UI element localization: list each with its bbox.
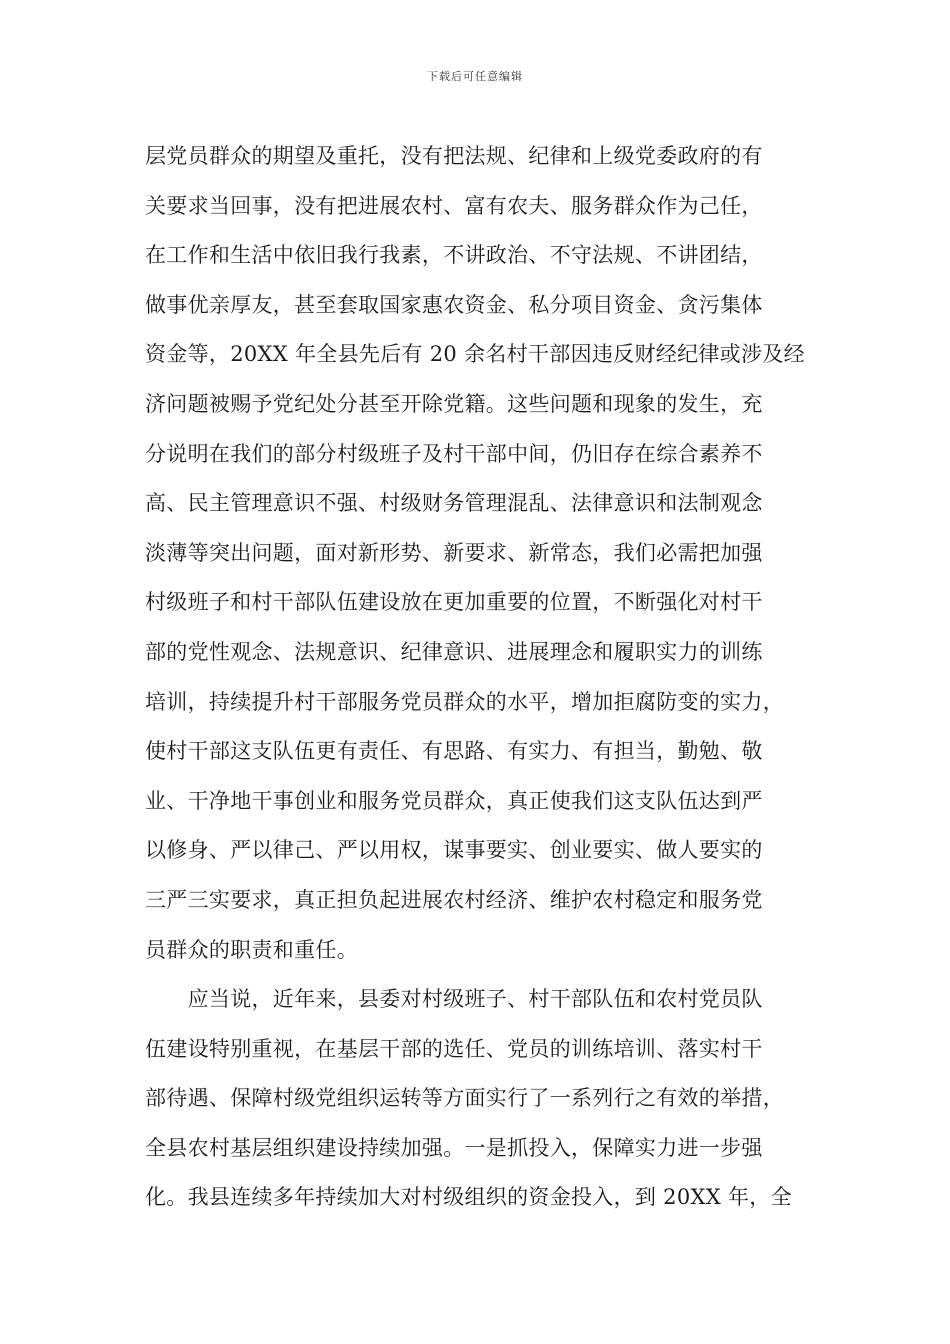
page-header: 下载后可任意编辑 bbox=[427, 70, 523, 83]
text-line: 村级班子和村干部队伍建设放在更加重要的位置，不断强化对村干 bbox=[145, 590, 763, 615]
text-line: 部待遇、保障村级党组织运转等方面实行了一系列行之有效的举措， bbox=[145, 1086, 784, 1111]
text-line: 应当说，近年来，县委对村级班子、村干部队伍和农村党员队 bbox=[145, 987, 763, 1012]
text-line: 培训，持续提升村干部服务党员群众的水平，增加拒腐防变的实力， bbox=[145, 689, 784, 714]
text-line: 济问题被赐予党纪处分甚至开除党籍。这些问题和现象的发生，充 bbox=[145, 391, 763, 416]
text-line: 部的党性观念、法规意识、纪律意识、进展理念和履职实力的训练 bbox=[145, 639, 763, 664]
text-line: 使村干部这支队伍更有责任、有思路、有实力、有担当，勤勉、敬 bbox=[145, 739, 763, 764]
text-line: 高、民主管理意识不强、村级财务管理混乱、法律意识和法制观念 bbox=[145, 491, 763, 516]
text-line: 业、干净地干事创业和服务党员群众，真正使我们这支队伍达到严 bbox=[145, 788, 763, 813]
text-line: 淡薄等突出问题，面对新形势、新要求、新常态，我们必需把加强 bbox=[145, 540, 763, 565]
text-line: 分说明在我们的部分村级班子及村干部中间，仍旧存在综合素养不 bbox=[145, 441, 763, 466]
text-line: 员群众的职责和重任。 bbox=[145, 937, 358, 962]
text-line: 以修身、严以律己、严以用权，谋事要实、创业要实、做人要实的 bbox=[145, 838, 763, 863]
text-line: 在工作和生活中依旧我行我素，不讲政治、不守法规、不讲团结， bbox=[145, 243, 763, 268]
paragraph bbox=[145, 132, 825, 975]
text-line: 层党员群众的期望及重托，没有把法规、纪律和上级党委政府的有 bbox=[145, 144, 763, 168]
document-body bbox=[145, 132, 825, 1223]
text-line: 化。我县连续多年持续加大对村级组织的资金投入，到 20XX 年，全 bbox=[145, 1185, 792, 1210]
text-line: 关要求当回事，没有把进展农村、富有农夫、服务群众作为己任， bbox=[145, 193, 763, 218]
text-line: 伍建设特别重视，在基层干部的选任、党员的训练培训、落实村干 bbox=[145, 1036, 763, 1061]
text-line: 全县农村基层组织建设持续加强。一是抓投入，保障实力进一步强 bbox=[145, 1135, 763, 1160]
text-line: 资金等，20XX 年全县先后有 20 余名村干部因违反财经纪律或涉及经 bbox=[145, 342, 805, 367]
paragraph bbox=[145, 975, 825, 1223]
text-line: 三严三实要求，真正担负起进展农村经济、维护农村稳定和服务党 bbox=[145, 887, 763, 912]
text-line: 做事优亲厚友，甚至套取国家惠农资金、私分项目资金、贪污集体 bbox=[145, 292, 763, 317]
